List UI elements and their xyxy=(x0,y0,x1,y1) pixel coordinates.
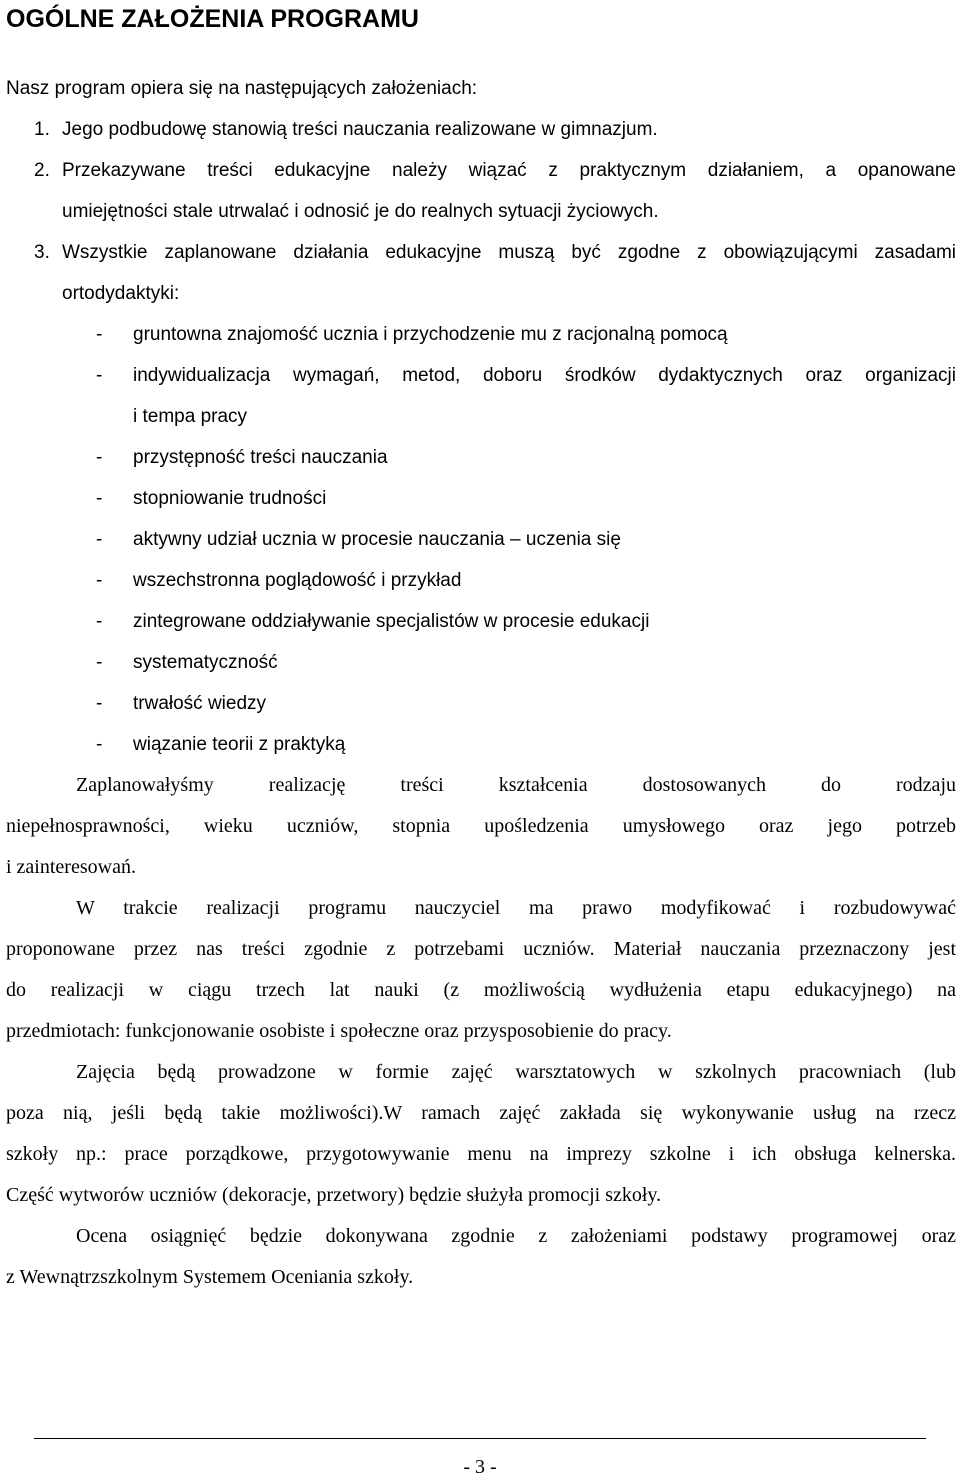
paragraph-line: szkoły np.: prace porządkowe, przygotowywanie menu na imprezy szkolne i ich obsługa kelnerska. xyxy=(6,1143,956,1165)
bullet-text: stopniowanie trudności xyxy=(133,488,327,509)
bullet-text: i tempa pracy xyxy=(133,406,248,427)
paragraph-line: Zajęcia będą prowadzone w formie zajęć warsztatowych w szkolnych pracowniach (lub xyxy=(76,1061,956,1083)
list-item-text: Jego podbudowę stanowią treści nauczania realizowane w gimnazjum. xyxy=(62,119,658,140)
bullet-dash: - xyxy=(96,652,103,673)
paragraph-line: z Wewnątrzszkolnym Systemem Oceniania szkoły. xyxy=(6,1266,414,1288)
paragraph-line: niepełnosprawności, wieku uczniów, stopnia upośledzenia umysłowego oraz jego potrzeb xyxy=(6,815,956,837)
bullet-text: trwałość wiedzy xyxy=(133,693,267,714)
bullet-text: indywidualizacja wymagań, metod, doboru środków dydaktycznych oraz organizacji xyxy=(133,365,956,386)
bullet-dash: - xyxy=(96,570,103,591)
paragraph-line: poza nią, jeśli będą takie możliwości).W ramach zajęć zakłada się wykonywanie usług na rzecz xyxy=(6,1102,956,1124)
paragraph-line: do realizacji w ciągu trzech lat nauki (z możliwością wydłużenia etapu edukacyjnego) na xyxy=(6,979,956,1001)
bullet-dash: - xyxy=(96,447,103,468)
bullet-dash: - xyxy=(96,611,103,632)
paragraph-line: i zainteresowań. xyxy=(6,856,136,878)
list-item-text: Przekazywane treści edukacyjne należy wiązać z praktycznym działaniem, a opanowane xyxy=(62,160,956,181)
list-item-text: umiejętności stale utrwalać i odnosić je do realnych sytuacji życiowych. xyxy=(62,201,659,222)
bullet-dash: - xyxy=(96,324,103,345)
bullet-text: wszechstronna poglądowość i przykład xyxy=(133,570,462,591)
page-number: - 3 - xyxy=(463,1456,497,1478)
intro-text: Nasz program opiera się na następujących założeniach: xyxy=(6,78,478,99)
paragraph-line: W trakcie realizacji programu nauczyciel ma prawo modyfikować i rozbudowywać xyxy=(76,897,956,919)
bullet-dash: - xyxy=(96,734,103,755)
bullet-dash: - xyxy=(96,365,103,386)
list-number: 1. xyxy=(34,119,50,140)
bullet-text: przystępność treści nauczania xyxy=(133,447,388,468)
bullet-text: wiązanie teorii z praktyką xyxy=(133,734,346,755)
bullet-text: zintegrowane oddziaływanie specjalistów w procesie edukacji xyxy=(133,611,650,632)
page-title: OGÓLNE ZAŁOŻENIA PROGRAMU xyxy=(6,5,419,33)
bullet-dash: - xyxy=(96,693,103,714)
list-item-text: ortodydaktyki: xyxy=(62,283,180,304)
paragraph-line: Część wytworów uczniów (dekoracje, przetwory) będzie służyła promocji szkoły. xyxy=(6,1184,662,1206)
bullet-dash: - xyxy=(96,488,103,509)
bullet-text: gruntowna znajomość ucznia i przychodzenie mu z racjonalną pomocą xyxy=(133,324,728,345)
footer-rule xyxy=(34,1438,926,1439)
bullet-dash: - xyxy=(96,529,103,550)
paragraph-line: Ocena osiągnięć będzie dokonywana zgodnie z założeniami podstawy programowej oraz xyxy=(76,1225,956,1247)
paragraph-line: przedmiotach: funkcjonowanie osobiste i społeczne oraz przysposobienie do pracy. xyxy=(6,1020,672,1042)
paragraph-line: proponowane przez nas treści zgodnie z potrzebami uczniów. Materiał nauczania przeznaczony jest xyxy=(6,938,956,960)
list-number: 2. xyxy=(34,160,50,181)
bullet-text: aktywny udział ucznia w procesie nauczania – uczenia się xyxy=(133,529,621,550)
list-number: 3. xyxy=(34,242,50,263)
list-item-text: Wszystkie zaplanowane działania edukacyjne muszą być zgodne z obowiązującymi zasadami xyxy=(62,242,956,263)
bullet-text: systematyczność xyxy=(133,652,278,673)
paragraph-line: Zaplanowałyśmy realizację treści kształcenia dostosowanych do rodzaju xyxy=(76,774,956,796)
